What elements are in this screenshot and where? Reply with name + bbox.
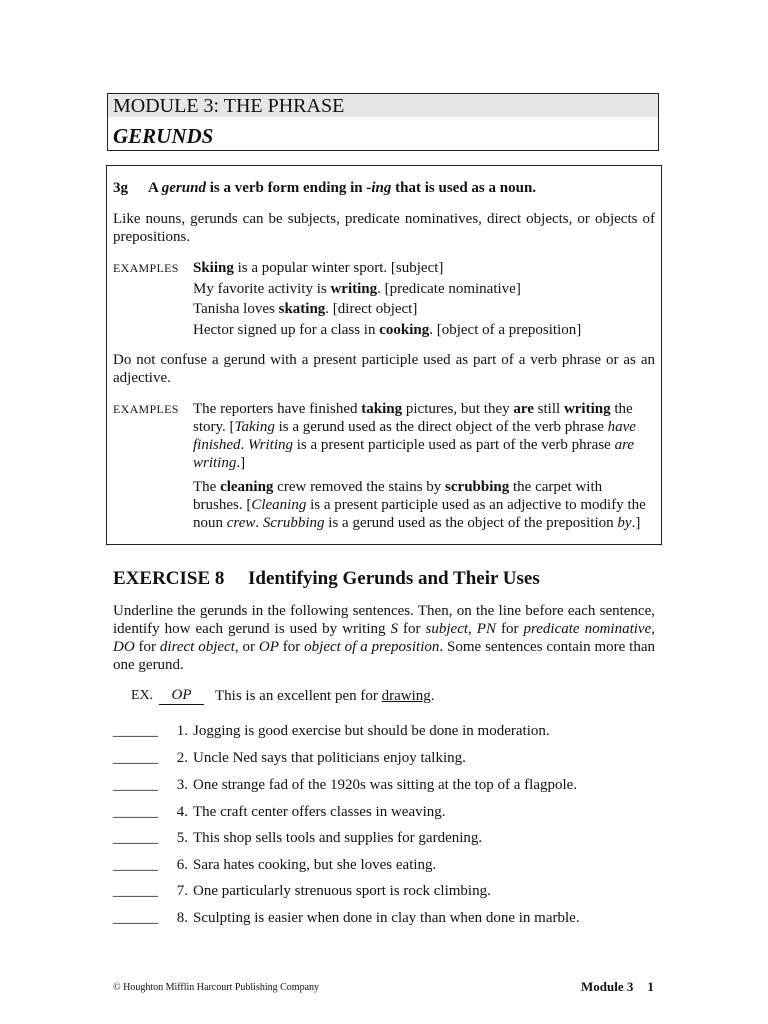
item-number: 1. bbox=[176, 723, 188, 739]
page-footer bbox=[581, 979, 654, 995]
item-sentence: One strange fad of the 1920s was sitting at the top of a flagpole. bbox=[193, 777, 578, 793]
item-sentence: This shop sells tools and supplies for gardening. bbox=[193, 830, 483, 846]
module-header bbox=[107, 93, 659, 151]
item-number: 7. bbox=[176, 883, 188, 899]
example-line: Tanisha loves skating. [direct object] bbox=[193, 301, 418, 317]
answer-blank[interactable]: ______ bbox=[113, 777, 158, 793]
intro-paragraph: Like nouns, gerunds can be subjects, predicate nominatives, direct objects, or objects of prepositions. bbox=[113, 211, 655, 245]
page-number: 1 bbox=[647, 979, 654, 994]
item-sentence: The craft center offers classes in weaving. bbox=[193, 804, 446, 820]
exercise-title: Identifying Gerunds and Their Uses bbox=[248, 568, 540, 589]
example-item-label: EX. bbox=[131, 688, 154, 703]
confuse-paragraph: Do not confuse a gerund with a present participle used as part of a verb phrase or as an adjective. bbox=[113, 352, 655, 386]
module-title: MODULE 3: THE PHRASE bbox=[113, 95, 345, 117]
item-number: 5. bbox=[176, 830, 188, 846]
example-sentence: This is an excellent pen for drawing. bbox=[215, 688, 435, 704]
examples-label: EXAMPLES bbox=[113, 261, 179, 275]
item-sentence: Sara hates cooking, but she loves eating. bbox=[193, 857, 437, 873]
answer-blank[interactable]: ______ bbox=[113, 883, 158, 899]
answer-blank[interactable]: ______ bbox=[113, 857, 158, 873]
answer-blank[interactable]: ______ bbox=[113, 723, 158, 739]
example-line: My favorite activity is writing. [predicate nominative] bbox=[193, 281, 521, 297]
item-sentence: Sculpting is easier when done in clay than when done in marble. bbox=[193, 910, 580, 926]
rule-number: 3g bbox=[113, 180, 128, 196]
example-paragraph-adjective: The cleaning crew removed the stains by scrubbing the carpet with brushes. [Cleaning is a present participle used as an adjective to modify the noun crew. Scrubbing is a gerund used as the object of the preposition by.] bbox=[193, 479, 646, 531]
examples-label: EXAMPLES bbox=[113, 402, 179, 416]
answer-blank[interactable]: ______ bbox=[113, 750, 158, 766]
section-title: GERUNDS bbox=[113, 124, 214, 148]
example-underlined-gerund: drawing bbox=[381, 688, 431, 704]
item-number: 6. bbox=[176, 857, 188, 873]
example-paragraph-participle: The reporters have finished taking pictures, but they are still writing the story. [Taking is a gerund used as the direct object of the verb phrase have finished. Writing is a present participle used as part of the verb phrase are writing.] bbox=[193, 401, 636, 471]
item-number: 2. bbox=[176, 750, 188, 766]
exercise-number: EXERCISE 8 bbox=[113, 568, 225, 589]
example-line: Skiing is a popular winter sport. [subject] bbox=[193, 260, 444, 276]
item-number: 4. bbox=[176, 804, 188, 820]
item-sentence: Uncle Ned says that politicians enjoy talking. bbox=[193, 750, 466, 766]
item-number: 3. bbox=[176, 777, 188, 793]
item-number: 8. bbox=[176, 910, 188, 926]
answer-blank[interactable]: ______ bbox=[113, 910, 158, 926]
item-sentence: Jogging is good exercise but should be done in moderation. bbox=[193, 723, 550, 739]
answer-blank[interactable]: ______ bbox=[113, 830, 158, 846]
exercise-instructions: Underline the gerunds in the following sentences. Then, on the line before each sentence, identify how each gerund is used by writing S for subject, PN for predicate nominative, DO for direct object, or OP for object of a preposition. Some sentences contain more than one gerund. bbox=[113, 603, 655, 673]
exercise-heading bbox=[113, 568, 540, 590]
example-line: Hector signed up for a class in cooking. [object of a preposition] bbox=[193, 322, 582, 338]
copyright-notice: © Houghton Mifflin Harcourt Publishing Company bbox=[113, 982, 320, 993]
rule-statement: A gerund is a verb form ending in -ing that is used as a noun. bbox=[148, 180, 537, 196]
answer-blank[interactable]: ______ bbox=[113, 804, 158, 820]
footer-module: Module 3 bbox=[581, 979, 634, 994]
example-answer: OP bbox=[159, 687, 204, 705]
item-sentence: One particularly strenuous sport is rock climbing. bbox=[193, 883, 491, 899]
